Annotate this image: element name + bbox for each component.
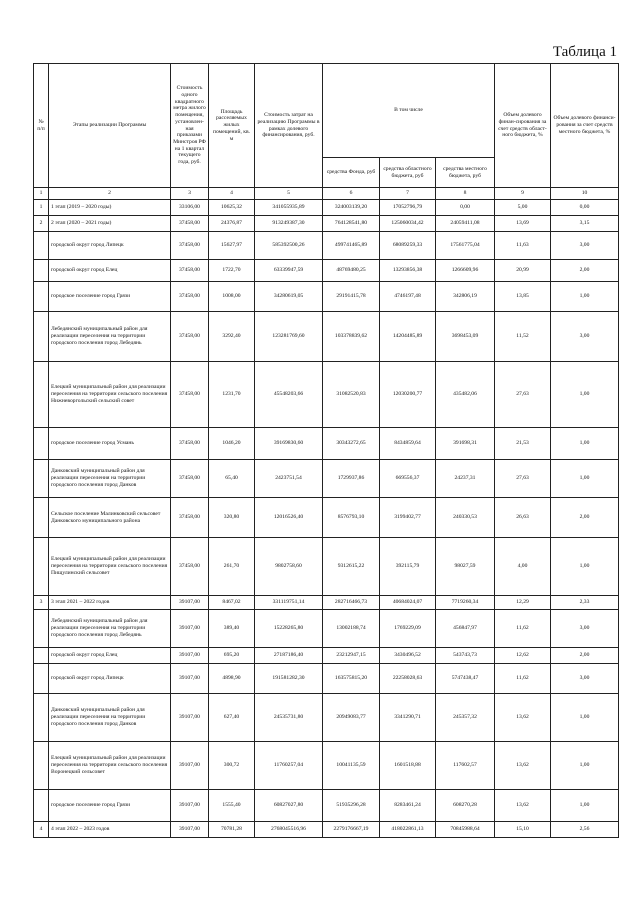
row-number-cell [34, 282, 49, 312]
header-share-local: Объем долевого финанси-рования за счет средств местного бюджета, % [551, 64, 619, 188]
local-amount-cell: 117602,57 [436, 742, 495, 790]
table-row [34, 312, 619, 362]
header-area: Площадь расселяемых жилых помещений, кв. м [209, 64, 255, 188]
share-local-cell: 3,00 [551, 312, 619, 362]
regional-amount-cell: 3199402,77 [380, 498, 436, 538]
table-row [34, 742, 619, 790]
fund-amount-cell: 9312615,22 [323, 538, 380, 596]
total-cost-cell: 191581282,30 [255, 664, 323, 694]
col-number: 4 [209, 188, 255, 200]
col-number: 3 [171, 188, 209, 200]
area-cell: 300,72 [209, 742, 255, 790]
table-row [34, 648, 619, 664]
total-cost-cell: 34280619,05 [255, 282, 323, 312]
cost-per-sqm-cell: 39107,00 [171, 742, 209, 790]
cost-per-sqm-cell: 39107,00 [171, 648, 209, 664]
row-number-cell [34, 460, 49, 498]
header-share-regional: Объем долевого финан-сирования за счет средств област-ного бюджета, % [495, 64, 551, 188]
area-cell: 70781,28 [209, 822, 255, 838]
cost-per-sqm-cell: 37458,00 [171, 216, 209, 232]
row-number-cell [34, 362, 49, 428]
area-cell: 1008,00 [209, 282, 255, 312]
total-cost-cell: 9802758,60 [255, 538, 323, 596]
share-regional-cell: 12,29 [495, 596, 551, 610]
share-regional-cell: 11,62 [495, 664, 551, 694]
cost-per-sqm-cell: 37458,00 [171, 232, 209, 260]
cost-per-sqm-cell: 37458,00 [171, 428, 209, 460]
total-cost-cell: 913249387,30 [255, 216, 323, 232]
local-amount-cell: 7719260,34 [436, 596, 495, 610]
row-number-cell [34, 232, 49, 260]
local-amount-cell: 5747438,47 [436, 664, 495, 694]
stage-name-cell: Лебедянский муниципальный район для реализации переселения на территории городского поселения город Лебедянь [49, 312, 171, 362]
col-number: 8 [436, 188, 495, 200]
regional-amount-cell: 3430496,52 [380, 648, 436, 664]
total-cost-cell: 39169830,60 [255, 428, 323, 460]
fund-amount-cell: 31082520,83 [323, 362, 380, 428]
share-local-cell: 2,00 [551, 498, 619, 538]
total-cost-cell: 24535731,80 [255, 694, 323, 742]
share-regional-cell: 13,62 [495, 742, 551, 790]
table-row [34, 232, 619, 260]
local-amount-cell: 0,00 [436, 200, 495, 216]
total-cost-cell: 27187186,40 [255, 648, 323, 664]
regional-amount-cell: 12030200,77 [380, 362, 436, 428]
stage-name-cell: городское поселение город Грязи [49, 282, 171, 312]
regional-amount-cell: 13293856,38 [380, 260, 436, 282]
row-number-cell: 1 [34, 200, 49, 216]
stage-name-cell: 4 этап 2022 – 2023 годов [49, 822, 171, 838]
fund-amount-cell: 20949083,77 [323, 694, 380, 742]
cost-per-sqm-cell: 39107,00 [171, 664, 209, 694]
regional-amount-cell: 392115,79 [380, 538, 436, 596]
row-number-cell [34, 694, 49, 742]
share-local-cell: 1,00 [551, 694, 619, 742]
cost-per-sqm-cell: 37458,00 [171, 282, 209, 312]
fund-amount-cell: 8576793,10 [323, 498, 380, 538]
row-number-cell [34, 260, 49, 282]
share-regional-cell: 21,53 [495, 428, 551, 460]
table-row [34, 216, 619, 232]
share-local-cell: 1,00 [551, 460, 619, 498]
share-regional-cell: 27,63 [495, 362, 551, 428]
row-number-cell [34, 498, 49, 538]
area-cell: 65,40 [209, 460, 255, 498]
stage-name-cell: городское поселение город Усмань [49, 428, 171, 460]
stage-name-cell: Данковский муниципальный район для реализации переселения на территории городского поселения город Данков [49, 460, 171, 498]
total-cost-cell: 45548203,66 [255, 362, 323, 428]
header-cost-per-sqm: Стоимость одного квадратного метра жилого помещения, установлен-ная приказами Минстроя РФ на 1 квартал текущего года, руб. [171, 64, 209, 188]
share-local-cell: 2,00 [551, 260, 619, 282]
total-cost-cell: 331119751,14 [255, 596, 323, 610]
stage-name-cell: Данковский муниципальный район для реализации переселения на территории городского поселения город Данков [49, 694, 171, 742]
cost-per-sqm-cell: 37458,00 [171, 538, 209, 596]
regional-amount-cell: 125060034,42 [380, 216, 436, 232]
fund-amount-cell: 499741465,89 [323, 232, 380, 260]
area-cell: 15627,97 [209, 232, 255, 260]
table-row [34, 498, 619, 538]
cost-per-sqm-cell: 39107,00 [171, 790, 209, 822]
cost-per-sqm-cell: 39107,00 [171, 596, 209, 610]
local-amount-cell: 245357,32 [436, 694, 495, 742]
total-cost-cell: 123281769,60 [255, 312, 323, 362]
regional-amount-cell: 68089259,33 [380, 232, 436, 260]
local-amount-cell: 24237,31 [436, 460, 495, 498]
share-regional-cell: 15,10 [495, 822, 551, 838]
regional-amount-cell: 17052796,79 [380, 200, 436, 216]
share-local-cell: 1,00 [551, 742, 619, 790]
share-regional-cell: 13,62 [495, 790, 551, 822]
fund-amount-cell: 10041135,59 [323, 742, 380, 790]
column-number-row [34, 188, 619, 200]
table-row [34, 538, 619, 596]
share-regional-cell: 4,00 [495, 538, 551, 596]
area-cell: 389,40 [209, 610, 255, 648]
stage-name-cell: Елецкий муниципальный район для реализации переселения на территории сельского поселения Воронецкий сельсовет [49, 742, 171, 790]
share-local-cell: 3,00 [551, 232, 619, 260]
header-stage: Этапы реализации Программы [49, 64, 171, 188]
row-number-cell [34, 790, 49, 822]
regional-amount-cell: 40684024,07 [380, 596, 436, 610]
regional-amount-cell: 14204485,89 [380, 312, 436, 362]
local-amount-cell: 456847,97 [436, 610, 495, 648]
regional-amount-cell: 4746197,48 [380, 282, 436, 312]
stage-name-cell: Лебедянский муниципальный район для реализации переселения на территории городского поселения город Лебедянь [49, 610, 171, 648]
cost-per-sqm-cell: 37458,00 [171, 260, 209, 282]
fund-amount-cell: 23212947,15 [323, 648, 380, 664]
total-cost-cell: 2423751,54 [255, 460, 323, 498]
share-regional-cell: 20,99 [495, 260, 551, 282]
col-number: 1 [34, 188, 49, 200]
local-amount-cell: 3698453,09 [436, 312, 495, 362]
col-number: 10 [551, 188, 619, 200]
regional-amount-cell: 22258028,63 [380, 664, 436, 694]
table-caption: Таблица 1 [552, 44, 617, 60]
total-cost-cell: 341055935,89 [255, 200, 323, 216]
col-number: 7 [380, 188, 436, 200]
total-cost-cell: 2768045516,96 [255, 822, 323, 838]
fund-amount-cell: 13002188,74 [323, 610, 380, 648]
table-row [34, 822, 619, 838]
stage-name-cell: городской округ город Липецк [49, 664, 171, 694]
fund-amount-cell: 1729937,86 [323, 460, 380, 498]
regional-amount-cell: 8434859,64 [380, 428, 436, 460]
share-regional-cell: 13,62 [495, 694, 551, 742]
program-stages-table [33, 63, 619, 838]
fund-amount-cell: 764128541,80 [323, 216, 380, 232]
share-local-cell: 2,56 [551, 822, 619, 838]
row-number-cell: 2 [34, 216, 49, 232]
local-amount-cell: 391698,31 [436, 428, 495, 460]
total-cost-cell: 12016526,40 [255, 498, 323, 538]
stage-name-cell: Елецкий муниципальный район для реализации переселения на территории сельского поселения Нижневоргольский сельский совет [49, 362, 171, 428]
area-cell: 8467,02 [209, 596, 255, 610]
local-amount-cell: 608270,28 [436, 790, 495, 822]
stage-name-cell: городской округ город Елец [49, 260, 171, 282]
area-cell: 24376,87 [209, 216, 255, 232]
area-cell: 627,40 [209, 694, 255, 742]
table-row [34, 282, 619, 312]
col-number: 5 [255, 188, 323, 200]
fund-amount-cell: 29191415,78 [323, 282, 380, 312]
table-row [34, 260, 619, 282]
regional-amount-cell: 8283461,24 [380, 790, 436, 822]
share-regional-cell: 26,63 [495, 498, 551, 538]
stage-name-cell: городской округ город Липецк [49, 232, 171, 260]
row-number-cell [34, 610, 49, 648]
total-cost-cell: 11760257,04 [255, 742, 323, 790]
cost-per-sqm-cell: 37458,00 [171, 498, 209, 538]
share-local-cell: 1,00 [551, 538, 619, 596]
table-row [34, 428, 619, 460]
table-row [34, 694, 619, 742]
share-regional-cell: 11,52 [495, 312, 551, 362]
area-cell: 1555,40 [209, 790, 255, 822]
local-amount-cell: 1266609,96 [436, 260, 495, 282]
share-regional-cell: 13,69 [495, 216, 551, 232]
share-local-cell: 3,00 [551, 664, 619, 694]
local-amount-cell: 240330,53 [436, 498, 495, 538]
header-including: В том числе [323, 64, 495, 158]
area-cell: 3292,40 [209, 312, 255, 362]
share-local-cell: 1,00 [551, 790, 619, 822]
stage-name-cell: городской округ город Елец [49, 648, 171, 664]
fund-amount-cell: 282716466,73 [323, 596, 380, 610]
row-number-cell: 3 [34, 596, 49, 610]
stage-name-cell: 2 этап (2020 – 2021 годы) [49, 216, 171, 232]
row-number-cell [34, 538, 49, 596]
cost-per-sqm-cell: 37458,00 [171, 460, 209, 498]
local-amount-cell: 17561775,04 [436, 232, 495, 260]
area-cell: 10625,32 [209, 200, 255, 216]
table-row [34, 200, 619, 216]
area-cell: 4898,90 [209, 664, 255, 694]
row-number-cell [34, 312, 49, 362]
share-local-cell: 1,00 [551, 282, 619, 312]
share-regional-cell: 27,63 [495, 460, 551, 498]
table-row [34, 362, 619, 428]
local-amount-cell: 98027,59 [436, 538, 495, 596]
regional-amount-cell: 3341290,71 [380, 694, 436, 742]
col-number: 2 [49, 188, 171, 200]
area-cell: 1722,70 [209, 260, 255, 282]
header-regional-budget: средства областного бюджета, руб [380, 158, 436, 188]
regional-amount-cell: 418022861,13 [380, 822, 436, 838]
area-cell: 1231,70 [209, 362, 255, 428]
share-local-cell: 2,33 [551, 596, 619, 610]
table-row [34, 664, 619, 694]
share-local-cell: 1,00 [551, 362, 619, 428]
table-row [34, 790, 619, 822]
col-number: 9 [495, 188, 551, 200]
regional-amount-cell: 1601518,88 [380, 742, 436, 790]
header-total-cost: Стоимость затрат на реализацию Программы в рамках долевого финансирования, руб. [255, 64, 323, 188]
area-cell: 261,70 [209, 538, 255, 596]
regional-amount-cell: 669556,37 [380, 460, 436, 498]
regional-amount-cell: 1769229,09 [380, 610, 436, 648]
share-regional-cell: 11,62 [495, 610, 551, 648]
cost-per-sqm-cell: 39107,00 [171, 822, 209, 838]
fund-amount-cell: 163575815,20 [323, 664, 380, 694]
row-number-cell [34, 428, 49, 460]
stage-name-cell: городское поселение город Грязи [49, 790, 171, 822]
col-number: 6 [323, 188, 380, 200]
table-row [34, 460, 619, 498]
total-cost-cell: 15228265,80 [255, 610, 323, 648]
cost-per-sqm-cell: 37458,00 [171, 312, 209, 362]
share-local-cell: 2,00 [551, 648, 619, 664]
area-cell: 695,20 [209, 648, 255, 664]
stage-name-cell: Елецкий муниципальный район для реализации переселения на территории сельского поселения Пищулинский сельсовет [49, 538, 171, 596]
area-cell: 1046,20 [209, 428, 255, 460]
fund-amount-cell: 48769480,25 [323, 260, 380, 282]
total-cost-cell: 63339947,59 [255, 260, 323, 282]
share-regional-cell: 11,63 [495, 232, 551, 260]
fund-amount-cell: 324003139,20 [323, 200, 380, 216]
share-regional-cell: 5,00 [495, 200, 551, 216]
header-local-budget: средства местного бюджета, руб [436, 158, 495, 188]
cost-per-sqm-cell: 39107,00 [171, 694, 209, 742]
row-number-cell: 4 [34, 822, 49, 838]
header-fund: средства Фонда, руб [323, 158, 380, 188]
share-local-cell: 3,15 [551, 216, 619, 232]
cost-per-sqm-cell: 33106,00 [171, 200, 209, 216]
share-local-cell: 0,00 [551, 200, 619, 216]
local-amount-cell: 435482,06 [436, 362, 495, 428]
share-regional-cell: 12,62 [495, 648, 551, 664]
table-row [34, 596, 619, 610]
stage-name-cell: 3 этап 2021 – 2022 годов [49, 596, 171, 610]
share-local-cell: 3,00 [551, 610, 619, 648]
table-row [34, 610, 619, 648]
row-number-cell [34, 664, 49, 694]
local-amount-cell: 342806,19 [436, 282, 495, 312]
fund-amount-cell: 103378839,62 [323, 312, 380, 362]
total-cost-cell: 60827027,80 [255, 790, 323, 822]
cost-per-sqm-cell: 39107,00 [171, 610, 209, 648]
fund-amount-cell: 51935296,28 [323, 790, 380, 822]
row-number-cell [34, 648, 49, 664]
stage-name-cell: 1 этап (2019 – 2020 годы) [49, 200, 171, 216]
share-local-cell: 1,00 [551, 428, 619, 460]
share-regional-cell: 13,85 [495, 282, 551, 312]
total-cost-cell: 585392500,26 [255, 232, 323, 260]
local-amount-cell: 24059411,08 [436, 216, 495, 232]
cost-per-sqm-cell: 37458,00 [171, 362, 209, 428]
area-cell: 320,80 [209, 498, 255, 538]
fund-amount-cell: 30343272,65 [323, 428, 380, 460]
header-number: № п/п [34, 64, 49, 188]
fund-amount-cell: 2279176667,19 [323, 822, 380, 838]
local-amount-cell: 543743,73 [436, 648, 495, 664]
local-amount-cell: 70845988,64 [436, 822, 495, 838]
row-number-cell [34, 742, 49, 790]
stage-name-cell: Сельское поселение Малинковский сельсовет Данковского муниципального района [49, 498, 171, 538]
